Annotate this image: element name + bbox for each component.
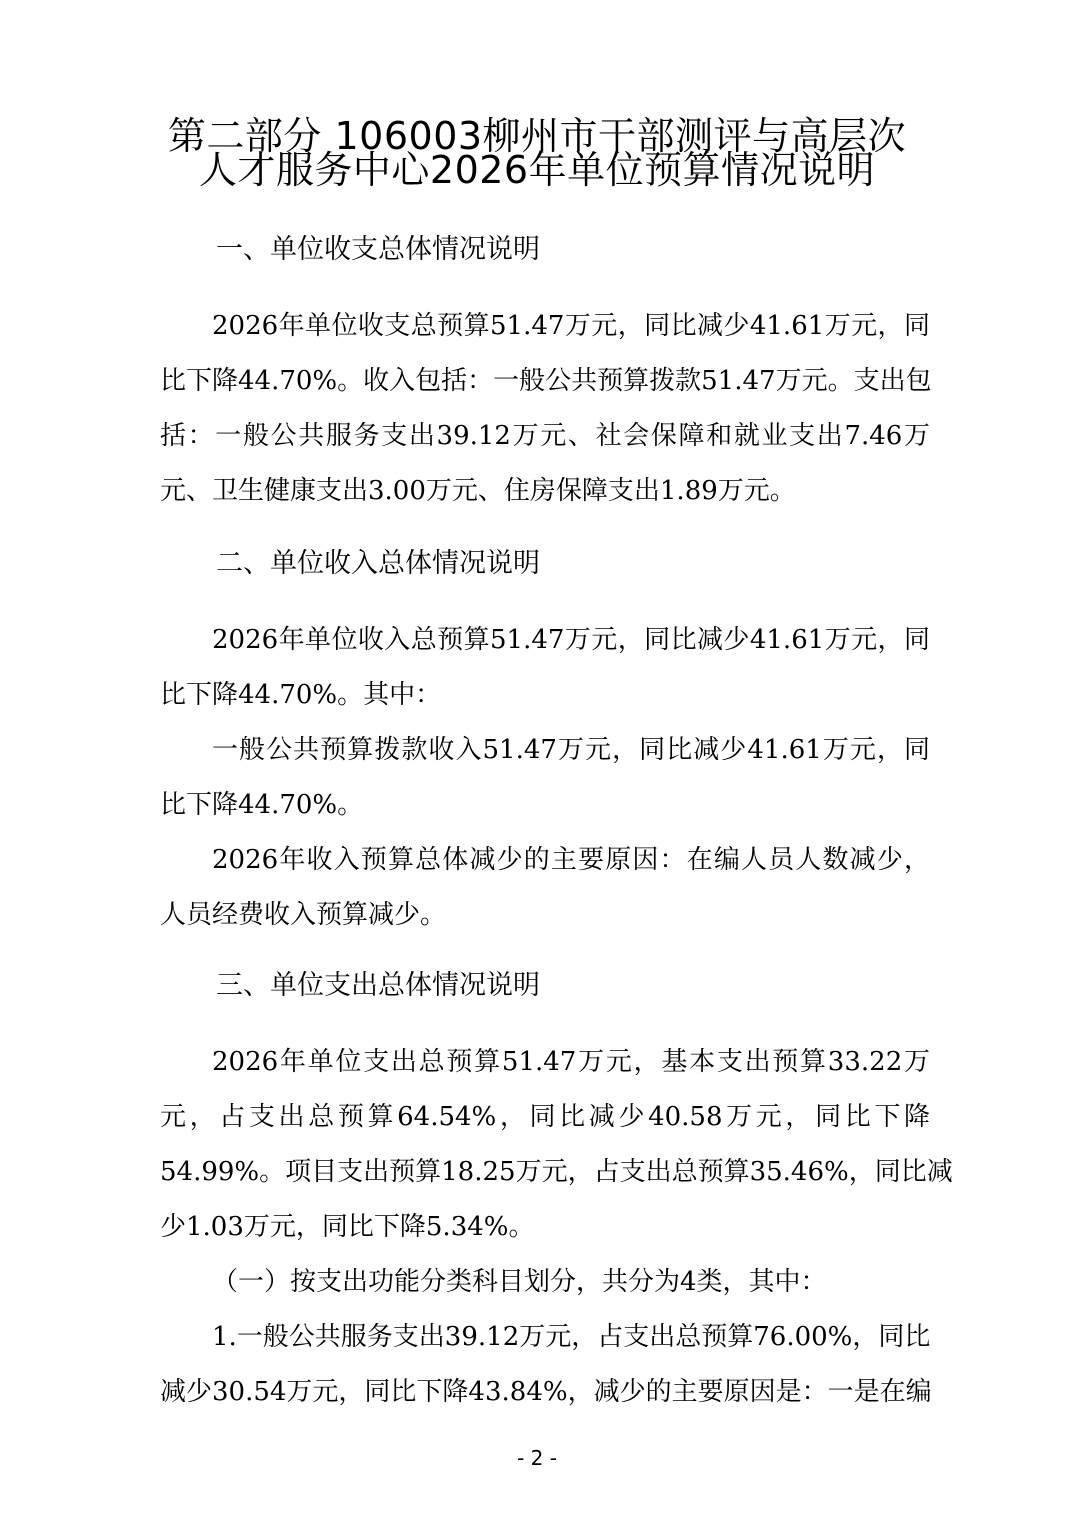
paragraph-line: 2026年收入预算总体减少的主要原因：在编人员人数减少， — [212, 845, 930, 875]
paragraph-line: 2026年单位支出总预算51.47万元，基本支出预算33.22万 — [212, 1047, 930, 1077]
paragraph-line: 元，占支出总预算64.54%，同比减少40.58万元，同比下降 — [160, 1102, 930, 1132]
paragraph-line: 人员经费收入预算减少。 — [160, 900, 447, 930]
paragraph-line: 比下降44.70%。 — [160, 790, 364, 820]
section-1-heading: 一、单位收支总体情况说明 — [216, 234, 540, 265]
section-2-heading: 二、单位收入总体情况说明 — [216, 548, 540, 579]
section-3-heading: 三、单位支出总体情况说明 — [216, 970, 540, 1001]
paragraph-line: 1.一般公共服务支出39.12万元，占支出总预算76.00%，同比 — [212, 1322, 931, 1352]
paragraph-line: 2026年单位收入总预算51.47万元，同比减少41.61万元，同 — [212, 625, 930, 655]
paragraph-line: 少1.03万元，同比下降5.34%。 — [160, 1212, 535, 1242]
paragraph-line: 一般公共预算拨款收入51.47万元，同比减少41.61万元，同 — [212, 735, 930, 765]
document-title-line-2: 人才服务中心2026年单位预算情况说明 — [198, 148, 876, 192]
document-title-line-1: 第二部分 106003柳州市干部测评与高层次 — [167, 114, 907, 158]
paragraph-line: 54.99%。项目支出预算18.25万元，占支出总预算35.46%，同比减 — [160, 1157, 953, 1187]
paragraph-line: 比下降44.70%。其中： — [160, 680, 442, 710]
paragraph-line: 减少30.54万元，同比下降43.84%，减少的主要原因是：一是在编 — [160, 1377, 932, 1407]
paragraph-line: 元、卫生健康支出3.00万元、住房保障支出1.89万元。 — [160, 476, 796, 506]
paragraph-line: 比下降44.70%。收入包括：一般公共预算拨款51.47万元。支出包 — [160, 366, 932, 396]
paragraph-line: （一）按支出功能分类科目划分，共分为4类，其中： — [212, 1267, 827, 1297]
paragraph-line: 括：一般公共服务支出39.12万元、社会保障和就业支出7.46万 — [160, 421, 930, 451]
paragraph-line: 2026年单位收支总预算51.47万元，同比减少41.61万元，同 — [212, 311, 930, 341]
page-number: - 2 - — [517, 1446, 557, 1470]
